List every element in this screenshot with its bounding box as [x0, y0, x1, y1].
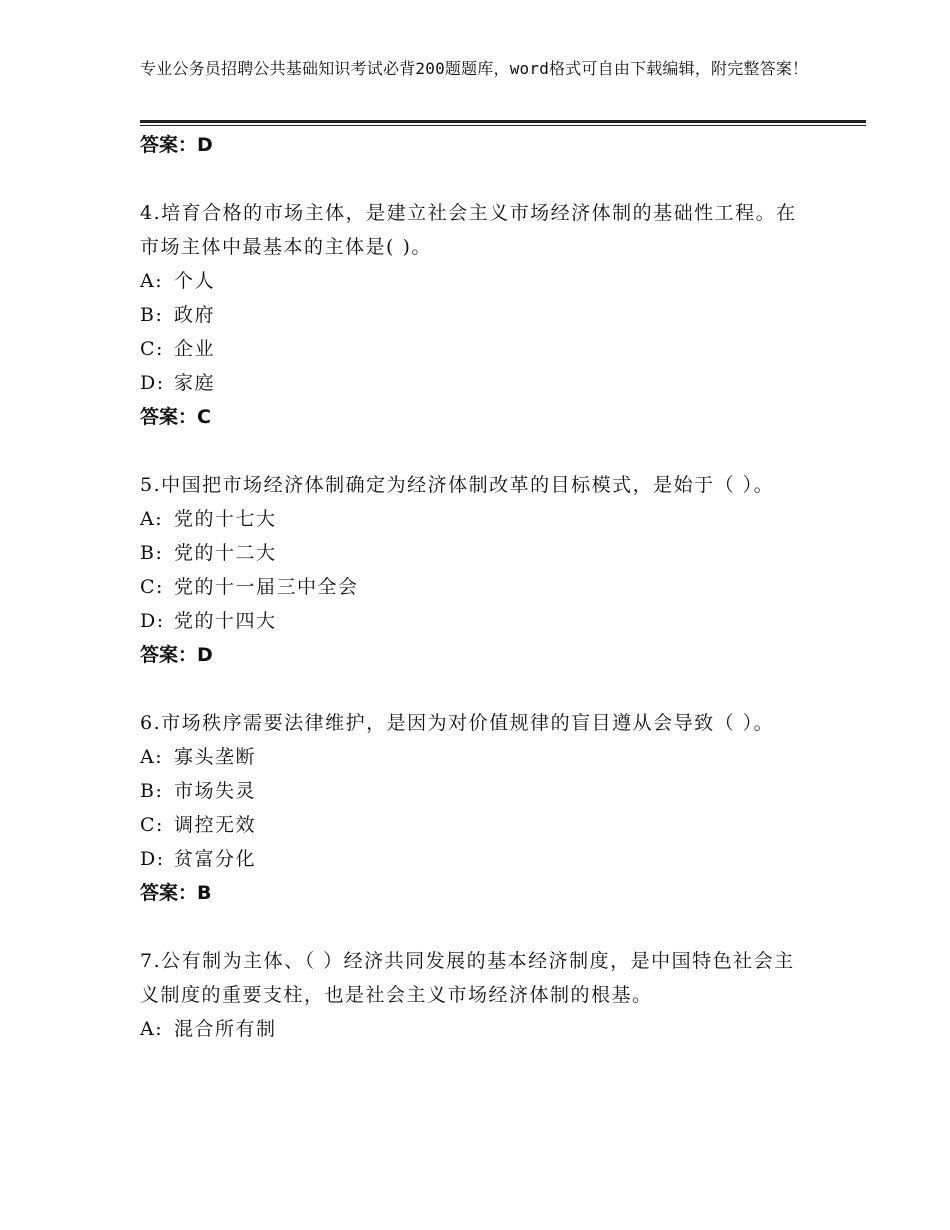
answer-q3: 答案：D [140, 134, 213, 156]
option-letter: A: [140, 1018, 164, 1040]
option-letter: D: [140, 610, 165, 632]
option-text: 企业 [174, 338, 216, 360]
option-b [140, 536, 810, 570]
option-a [140, 264, 810, 298]
option-b [140, 298, 810, 332]
option-letter: A: [140, 508, 164, 530]
option-letter: B: [140, 780, 164, 802]
option-d [140, 366, 810, 400]
option-b [140, 774, 810, 808]
option-letter: B: [140, 304, 164, 326]
question-stem: 6.市场秩序需要法律维护，是因为对价值规律的盲目遵从会导致（ ）。 [140, 712, 775, 734]
option-text: 调控无效 [174, 814, 257, 836]
question-stem: 4.培育合格的市场主体，是建立社会主义市场经济体制的基础性工程。在市场主体中最基本的主体是( )。 [140, 202, 797, 258]
option-c [140, 808, 810, 842]
question-4 [140, 196, 810, 434]
option-letter: A: [140, 270, 164, 292]
option-text: 寡头垄断 [174, 746, 257, 768]
option-text: 市场失灵 [174, 780, 257, 802]
option-letter: B: [140, 542, 164, 564]
question-stem: 5.中国把市场经济体制确定为经济体制改革的目标模式，是始于（ ）。 [140, 474, 775, 496]
question-7 [140, 944, 810, 1046]
option-a [140, 740, 810, 774]
header-divider-thick [140, 120, 866, 123]
option-text: 党的十七大 [174, 508, 277, 530]
option-a [140, 1012, 810, 1046]
option-letter: D: [140, 848, 165, 870]
option-letter: A: [140, 746, 164, 768]
question-6 [140, 706, 810, 910]
option-a [140, 502, 810, 536]
option-d [140, 604, 810, 638]
answer-q4: 答案：C [140, 406, 211, 428]
header-divider-thin [140, 125, 866, 126]
option-text: 党的十一届三中全会 [174, 576, 359, 598]
option-text: 贫富分化 [174, 848, 257, 870]
question-5 [140, 468, 810, 672]
option-d [140, 842, 810, 876]
option-letter: C: [140, 338, 164, 360]
question-stem: 7.公有制为主体、（ ）经济共同发展的基本经济制度，是中国特色社会主义制度的重要支柱，也是社会主义市场经济体制的根基。 [140, 950, 795, 1006]
option-letter: C: [140, 814, 164, 836]
option-c [140, 332, 810, 366]
page-header: 专业公务员招聘公共基础知识考试必背200题题库，word格式可自由下载编辑，附完整答案！ [140, 59, 809, 78]
option-text: 混合所有制 [174, 1018, 277, 1040]
option-c [140, 570, 810, 604]
question-list [140, 128, 810, 1046]
answer-q6: 答案：B [140, 882, 212, 904]
option-text: 政府 [174, 304, 216, 326]
option-letter: D: [140, 372, 165, 394]
option-text: 个人 [174, 270, 216, 292]
option-text: 党的十二大 [174, 542, 277, 564]
option-text: 家庭 [174, 372, 216, 394]
answer-q5: 答案：D [140, 644, 213, 666]
option-text: 党的十四大 [174, 610, 277, 632]
option-letter: C: [140, 576, 164, 598]
